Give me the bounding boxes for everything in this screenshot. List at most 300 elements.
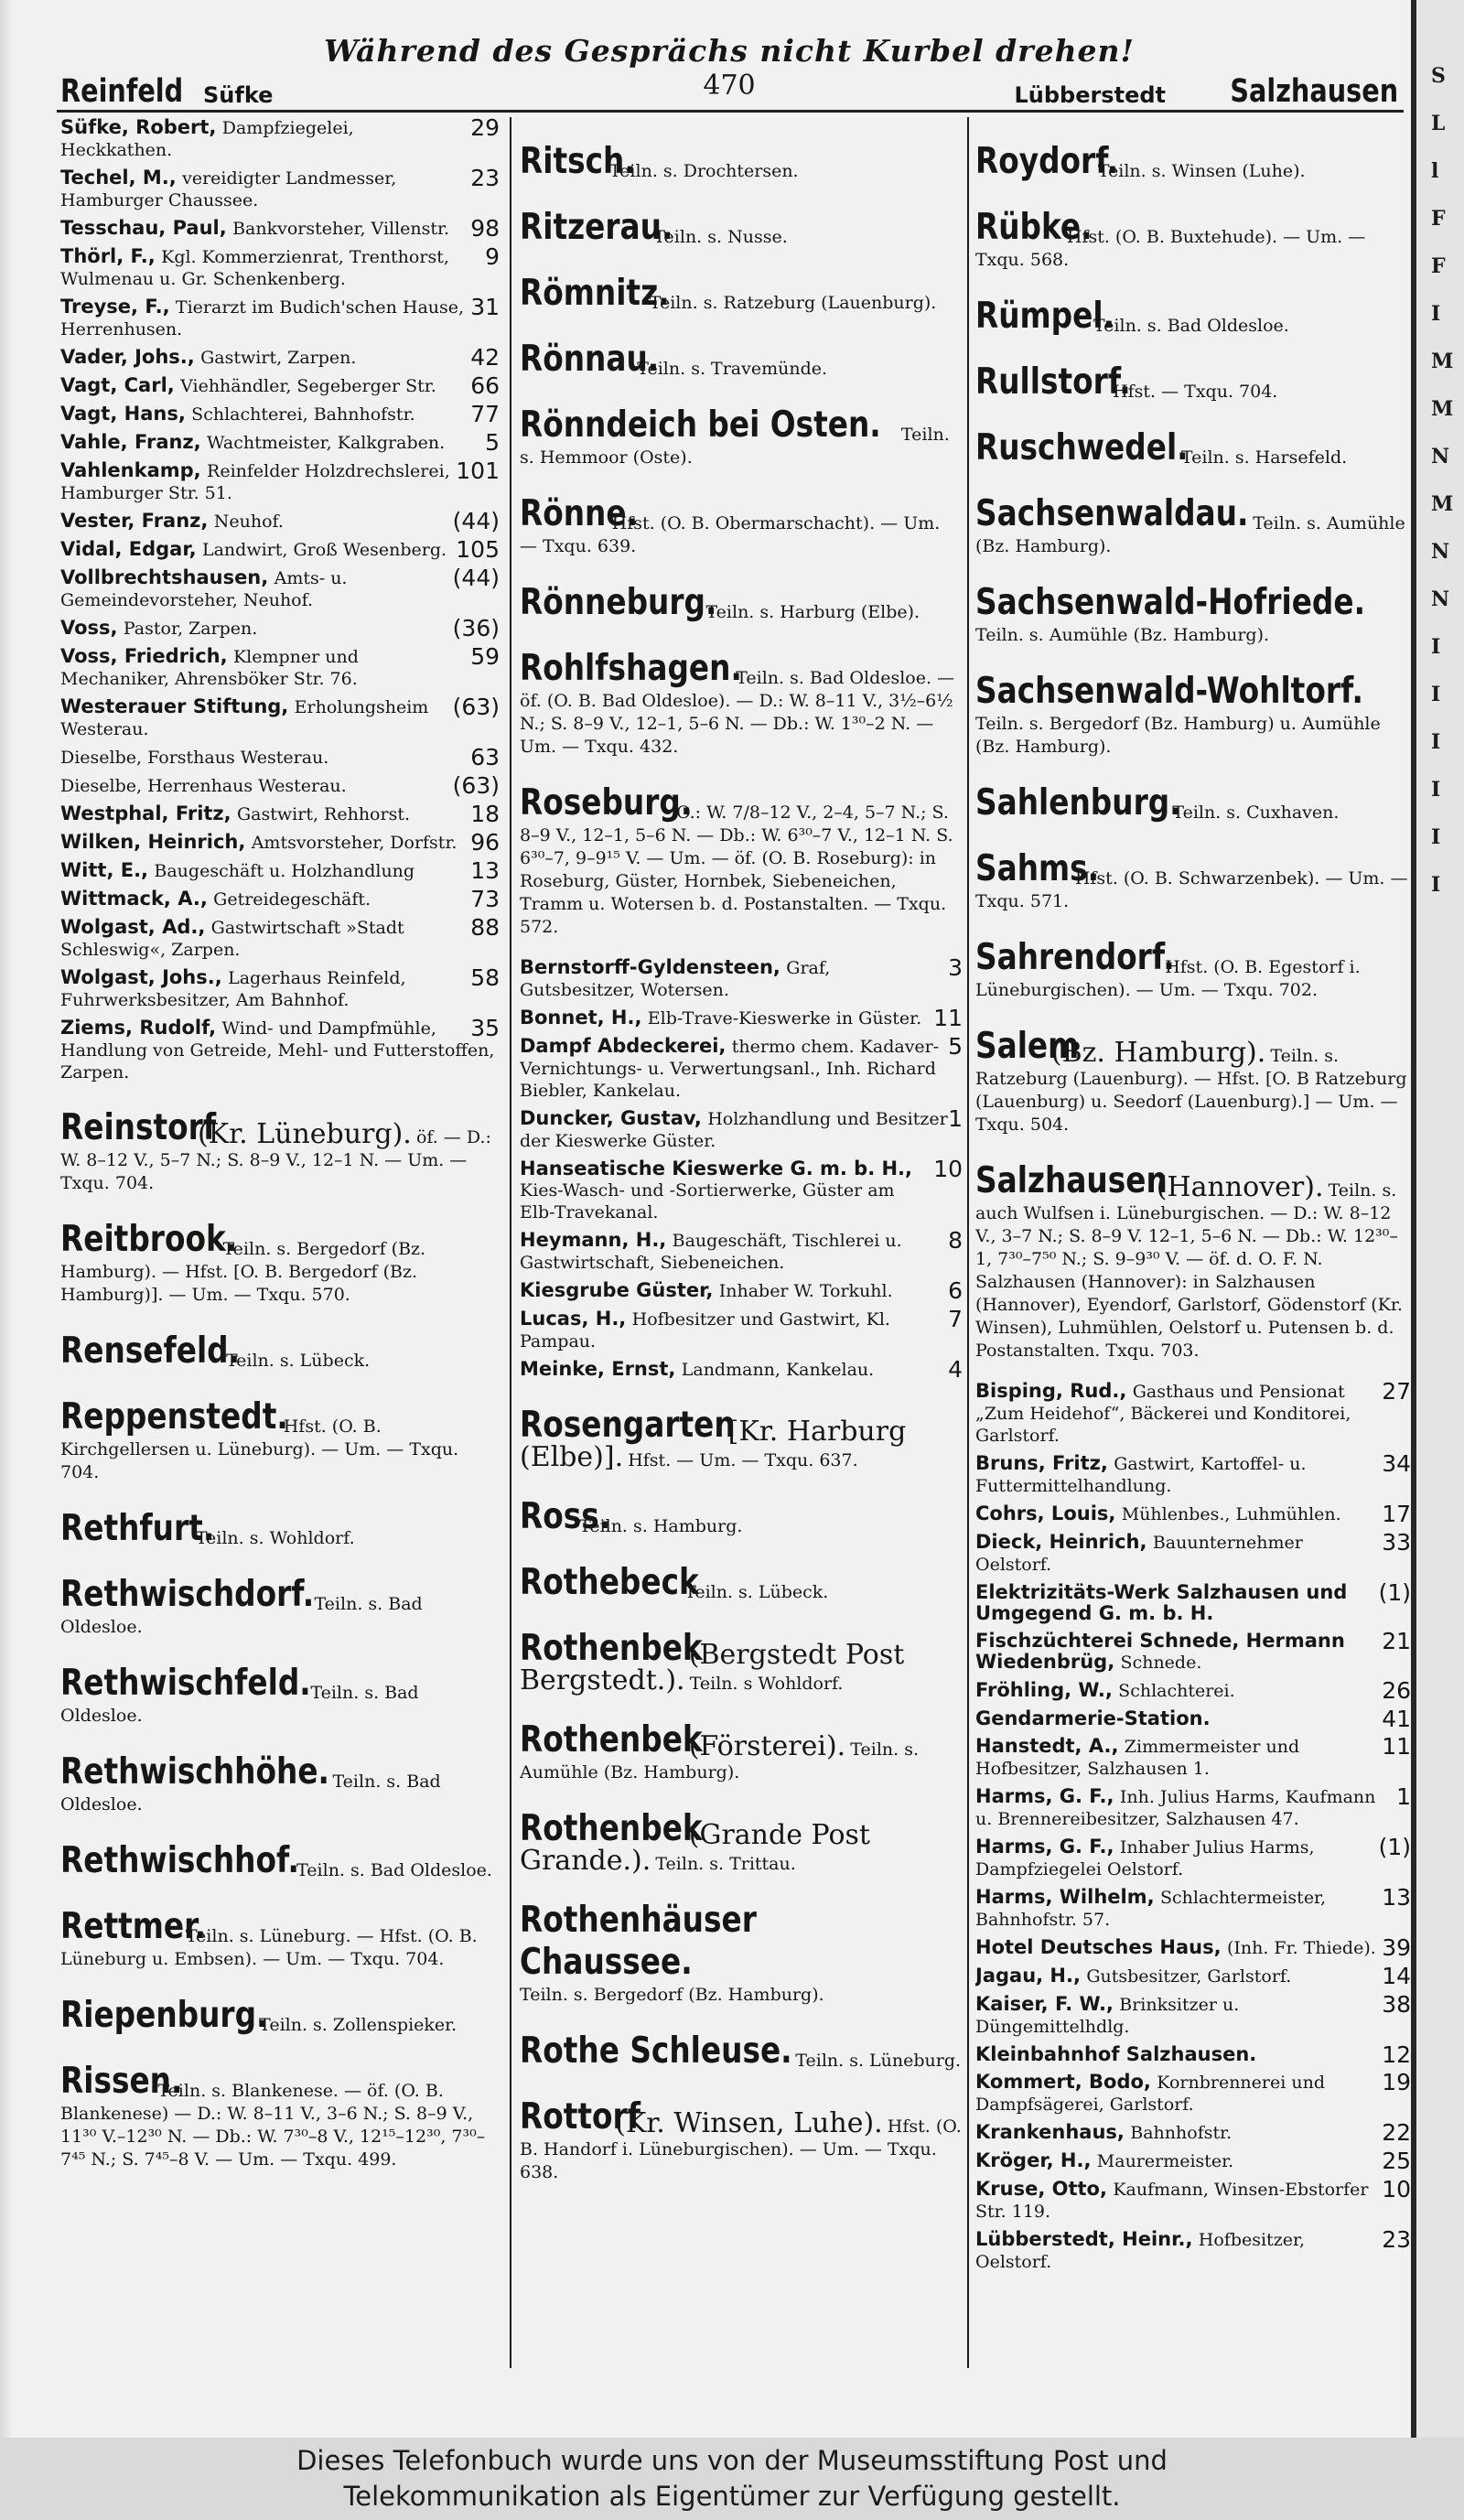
place-name: Rothenhäuser Chaussee. xyxy=(520,1900,757,1983)
subscriber-name: Gendarmerie-Station. xyxy=(975,1707,1211,1729)
place-entry xyxy=(520,1719,963,1784)
place-entry xyxy=(520,2096,963,2184)
phone-number: 6 xyxy=(948,1277,963,1304)
subscriber-name: Treyse, F., xyxy=(60,296,170,318)
place-details: Teiln. s. Nusse. xyxy=(653,227,788,247)
place-name: Roydorf. xyxy=(975,141,1119,182)
subscriber-details: Reinfelder Holzdrechslerei, Hamburger Str. 51. xyxy=(60,461,450,503)
subscriber-entry xyxy=(60,117,500,161)
subscriber-entry xyxy=(60,567,500,611)
phone-number: 3 xyxy=(948,954,963,981)
phone-number: 38 xyxy=(1382,1991,1411,2018)
subscriber-entry xyxy=(975,2176,1411,2223)
subscriber-name: Ziems, Rudolf, xyxy=(60,1017,217,1039)
phone-number: 17 xyxy=(1382,1501,1411,1527)
subscriber-name: Wolgast, Johs., xyxy=(60,966,222,988)
subscriber-details: Holzhandlung und Besitzer der Kieswerke Güster. xyxy=(520,1109,948,1151)
place-qualifier: (Försterei). xyxy=(688,1730,846,1762)
subscriber-details: Brinksitzer u. Düngemittelhdlg. xyxy=(975,1995,1240,2037)
place-entry xyxy=(520,339,963,381)
subscriber-details: Dieselbe, Herrenhaus Westerau. xyxy=(60,776,347,796)
place-name: Rothe Schleuse. xyxy=(520,2030,792,2072)
phone-number: 12 xyxy=(1382,2041,1411,2068)
edge-letter: L xyxy=(1431,112,1446,135)
place-entry xyxy=(520,273,963,315)
edge-letter: F xyxy=(1431,207,1446,231)
place-name: Rosengarten xyxy=(520,1405,736,1446)
place-details: Teiln. s. Bad Oldesloe. xyxy=(60,1772,441,1815)
header-rule xyxy=(57,110,1404,113)
phone-number: 41 xyxy=(1382,1706,1411,1732)
subscriber-details: Klempner und Mechaniker, Ahrensböker Str. 76. xyxy=(60,647,359,689)
place-entry xyxy=(60,1751,500,1816)
place-entry xyxy=(60,1330,500,1373)
subscriber-details: Pastor, Zarpen. xyxy=(123,619,258,639)
place-name: Rönneburg. xyxy=(520,582,717,623)
subscriber-details: Wachtmeister, Kalkgraben. xyxy=(207,433,446,453)
subscriber-entry xyxy=(60,215,500,242)
subscriber-entry xyxy=(520,1158,963,1223)
place-name: Sahlenburg. xyxy=(975,782,1181,824)
place-entry xyxy=(520,2030,963,2073)
subscriber-entry xyxy=(975,1783,1411,1830)
subscriber-details: Gastwirt, Rehhorst. xyxy=(237,804,410,824)
phone-number: 10 xyxy=(933,1156,963,1182)
subscriber-entry xyxy=(975,1884,1411,1931)
phone-number: 1 xyxy=(1396,1783,1411,1810)
subscriber-name: Kleinbahnhof Salzhausen. xyxy=(975,2043,1257,2065)
place-entry xyxy=(975,848,1411,913)
place-entry xyxy=(60,1396,500,1484)
place-qualifier: (Bz. Hamburg). xyxy=(1050,1037,1266,1069)
subscriber-name: Cohrs, Louis, xyxy=(975,1502,1116,1524)
phone-number: 88 xyxy=(470,914,500,941)
header-motto: Während des Gesprächs nicht Kurbel drehen! xyxy=(323,33,1136,69)
place-entry xyxy=(975,937,1411,1002)
subscriber-name: Dampf Abdeckerei, xyxy=(520,1035,727,1057)
place-name: Riepenburg. xyxy=(60,1995,268,2036)
place-entry xyxy=(520,1562,963,1604)
place-details: Teiln. s. Harsefeld. xyxy=(1180,447,1348,468)
subscriber-name: Kaiser, F. W., xyxy=(975,1993,1114,2015)
subscriber-name: Kommert, Bodo, xyxy=(975,2071,1151,2093)
subscriber-entry xyxy=(975,1991,1411,2038)
subscriber-details: Bauunternehmer Oelstorf. xyxy=(975,1533,1303,1575)
place-details: Hfst. (O. B. Obermarschacht). — Um. — Txqu. 639. xyxy=(520,513,941,556)
phone-number: 22 xyxy=(1382,2119,1411,2146)
subscriber-details: thermo chem. Kadaver-Vernichtungs- u. Verwertungsanl., Inh. Richard Biebler, Kankelau. xyxy=(520,1037,940,1101)
subscriber-name: Elektrizitäts-Werk Salzhausen und Umgegend G. m. b. H. xyxy=(975,1581,1348,1624)
subscriber-name: Lucas, H., xyxy=(520,1308,627,1330)
subscriber-details: vereidigter Landmesser, Hamburger Chaussee. xyxy=(60,168,397,210)
edge-letter: M xyxy=(1431,492,1454,516)
subscriber-entry xyxy=(975,2150,1411,2172)
subscriber-details: Amtsvorsteher, Dorfstr. xyxy=(251,833,458,853)
edge-letter: M xyxy=(1431,397,1454,421)
subscriber-name: Fröhling, W., xyxy=(975,1679,1113,1701)
place-details: Teiln. s. Ratzeburg (Lauenburg). xyxy=(649,293,937,313)
subscriber-entry xyxy=(60,344,500,371)
place-entry xyxy=(975,671,1411,759)
edge-letter: I xyxy=(1431,825,1441,849)
subscriber-name: Thörl, F., xyxy=(60,245,156,267)
subscriber-details: Mühlenbes., Luhmühlen. xyxy=(1121,1504,1341,1524)
place-details: Teiln. s. Bergedorf (Bz. Hamburg) u. Aumühle (Bz. Hamburg). xyxy=(975,714,1381,757)
place-entry xyxy=(975,782,1411,824)
place-entry xyxy=(520,582,963,624)
place-details: Teiln. s. Bergedorf (Bz. Hamburg). xyxy=(520,1985,824,2005)
header-left-place: Reinfeld xyxy=(60,73,184,110)
subscriber-details: Schlachterei. xyxy=(1118,1681,1235,1701)
place-qualifier: (Grande Post Grande.). xyxy=(520,1819,870,1877)
place-entry xyxy=(975,141,1411,183)
subscriber-entry xyxy=(60,401,500,427)
subscriber-details: Kgl. Kommerzienrat, Trenthorst, Wulmenau u. Gr. Schenkenberg. xyxy=(60,247,449,289)
subscriber-name: Heymann, H., xyxy=(520,1229,667,1251)
subscriber-details: Gutsbesitzer, Garlstorf. xyxy=(1086,1966,1292,1987)
place-name: Salzhausen xyxy=(975,1160,1168,1201)
subscriber-entry xyxy=(975,1836,1411,1880)
subscriber-entry xyxy=(520,1033,963,1102)
place-details: Teiln. s. Lüneburg. xyxy=(795,2051,962,2071)
place-details: Hfst. — Um. — Txqu. 637. xyxy=(628,1450,858,1470)
place-entry xyxy=(975,1026,1411,1136)
place-entry xyxy=(60,1107,500,1195)
footer-line-2: Telekommunikation als Eigentümer zur Verfügung gestellt. xyxy=(343,2481,1121,2512)
subscriber-details: Hofbesitzer, Oelstorf. xyxy=(975,2230,1305,2272)
place-entry xyxy=(60,1995,500,2037)
subscriber-entry xyxy=(60,803,500,825)
subscriber-details: Landwirt, Groß Wesenberg. xyxy=(201,540,447,560)
subscriber-name: Techel, M., xyxy=(60,167,177,188)
subscriber-entry xyxy=(60,829,500,856)
subscriber-entry xyxy=(520,1308,963,1352)
phone-number: 8 xyxy=(948,1227,963,1254)
phone-number: 7 xyxy=(948,1306,963,1332)
place-name: Sachsenwald-Wohltorf. xyxy=(975,671,1363,712)
phone-number: 96 xyxy=(470,829,500,856)
subscriber-name: Süfke, Robert, xyxy=(60,117,217,138)
subscriber-name: Vahle, Franz, xyxy=(60,431,201,453)
place-name: Roseburg. xyxy=(520,782,693,824)
place-details: Hfst. (O. B. Schwarzenbek). — Um. — Txqu. 571. xyxy=(975,868,1408,911)
phone-number: 35 xyxy=(470,1015,500,1041)
subscriber-name: Harms, Wilhelm, xyxy=(975,1886,1155,1908)
place-details: Hfst. (O. B. Handorf i. Lüneburgischen). — Um. — Txqu. 638. xyxy=(520,2116,962,2182)
subscriber-details: Inhaber Julius Harms, Dampfziegelei Oelstorf. xyxy=(975,1837,1315,1879)
phone-number: 29 xyxy=(470,117,500,141)
place-details: Teiln. s. Bergedorf (Bz. Hamburg). — Hfst. [O. B. Bergedorf (Bz. Hamburg)]. — Um. — Txqu. 570. xyxy=(60,1239,426,1305)
phone-number: 101 xyxy=(456,458,500,484)
subscriber-entry xyxy=(520,954,963,1001)
place-entry xyxy=(520,648,963,759)
subscriber-name: Kiesgrube Güster, xyxy=(520,1279,714,1301)
place-details: Teiln. s. Lübeck. xyxy=(225,1351,371,1371)
place-name: Reitbrook. xyxy=(60,1219,238,1260)
subscriber-details: Schlachtermeister, Bahnhofstr. 57. xyxy=(975,1888,1327,1930)
place-details: Hfst. (O. B. Egestorf i. Lüneburgischen). — Um. — Txqu. 702. xyxy=(975,957,1361,1000)
subscriber-details: Bahnhofstr. xyxy=(1130,2123,1233,2143)
edge-letter: I xyxy=(1431,635,1441,659)
place-details: Hfst. (O. B. Buxtehude). — Um. — Txqu. 568. xyxy=(975,227,1366,270)
edge-letter: l xyxy=(1431,159,1439,183)
place-qualifier: (Kr. Lüneburg). xyxy=(197,1118,412,1150)
subscriber-entry xyxy=(975,1503,1411,1525)
subscriber-details: Dieselbe, Forsthaus Westerau. xyxy=(60,748,329,768)
subscriber-entry xyxy=(975,1378,1411,1447)
place-entry xyxy=(520,404,963,469)
subscriber-entry xyxy=(975,2119,1411,2146)
phone-number: 59 xyxy=(470,643,500,670)
subscriber-name: Wilken, Heinrich, xyxy=(60,831,246,853)
place-name: Reinstorf xyxy=(60,1107,217,1148)
column-divider-1 xyxy=(510,117,511,2368)
phone-number: 58 xyxy=(470,964,500,991)
header-right-place: Salzhausen xyxy=(1230,73,1398,110)
subscriber-details: Amts- u. Gemeindevorsteher, Neuhof. xyxy=(60,568,348,610)
place-details: öf. — D.: W. 8–12 V., 5–7 N.; S. 8–9 V., 12–1 N. — Um. — Txqu. 704. xyxy=(60,1127,491,1193)
subscriber-entry xyxy=(975,1677,1411,1704)
subscriber-entry xyxy=(975,1579,1411,1624)
place-details: Teiln. s. Bad Oldesloe. xyxy=(296,1860,492,1880)
subscriber-details: Tierarzt im Budich'schen Hause, Herrenhusen. xyxy=(60,297,465,339)
subscriber-entry xyxy=(60,243,500,290)
place-name: Römnitz. xyxy=(520,273,670,314)
place-details: Teiln. s. Trittau. xyxy=(655,1854,796,1874)
place-name: Rönne. xyxy=(520,493,639,534)
edge-letter: M xyxy=(1431,350,1454,373)
subscriber-name: Wolgast, Ad., xyxy=(60,916,206,938)
subscriber-entry xyxy=(975,2069,1411,2116)
subscriber-entry xyxy=(60,696,500,740)
phone-number: 25 xyxy=(1382,2148,1411,2174)
place-name: Rethfurt. xyxy=(60,1508,215,1549)
place-name: Rübke. xyxy=(975,207,1093,248)
place-entry xyxy=(60,2061,500,2171)
subscriber-name: Vollbrechtshausen, xyxy=(60,566,269,588)
place-name: Rothenbek xyxy=(520,1628,703,1669)
place-details: Hfst. — Txqu. 704. xyxy=(1113,382,1278,402)
place-details: Teiln. s. Hamburg. xyxy=(579,1516,743,1536)
phone-number: 13 xyxy=(1382,1884,1411,1911)
edge-letter: I xyxy=(1431,302,1441,326)
subscriber-entry xyxy=(975,1934,1411,1961)
edge-letter: N xyxy=(1431,540,1450,564)
header-left-name: Süfke xyxy=(203,82,274,108)
place-name: Rothenbek xyxy=(520,1808,703,1849)
subscriber-entry xyxy=(60,888,500,910)
footer-line-1: Dieses Telefonbuch wurde uns von der Museumsstiftung Post und xyxy=(296,2445,1168,2476)
place-details: Teiln. s. Aumühle (Bz. Hamburg). xyxy=(520,1739,919,1782)
phone-number: 5 xyxy=(485,429,500,456)
subscriber-details: Zimmermeister und Hofbesitzer, Salzhausen 1. xyxy=(975,1737,1300,1779)
subscriber-name: Vester, Franz, xyxy=(60,510,209,532)
subscriber-entry xyxy=(60,536,500,563)
place-details: Teiln. s. Ratzeburg (Lauenburg). — Hfst. [O. B Ratzeburg (Lauenburg) u. Seedorf (Lauenburg).] — Um. — Txqu. 504. xyxy=(975,1046,1407,1135)
subscriber-details: Bankvorsteher, Villenstr. xyxy=(232,219,450,239)
subscriber-entry xyxy=(60,372,500,399)
place-entry xyxy=(60,1663,500,1728)
subscriber-entry xyxy=(60,429,500,456)
place-entry xyxy=(975,296,1411,338)
subscriber-details: Baugeschäft u. Holzhandlung xyxy=(154,861,415,881)
phone-number: 9 xyxy=(485,243,500,270)
place-qualifier: (Bergstedt Post Bergstedt.). xyxy=(520,1639,905,1696)
place-name: Sachsenwaldau. xyxy=(975,493,1249,534)
subscriber-entry xyxy=(975,2041,1411,2068)
place-details: Teiln. s. Winsen (Luhe). xyxy=(1097,161,1306,181)
subscriber-entry xyxy=(60,643,500,690)
phone-number: 13 xyxy=(470,857,500,884)
subscriber-name: Westerauer Stiftung, xyxy=(60,695,289,717)
subscriber-details: Gastwirt, Kartoffel- u. Futtermittelhandlung. xyxy=(975,1454,1307,1496)
place-details: Teiln. s. Zollenspieker. xyxy=(259,2015,458,2035)
phone-number: (1) xyxy=(1378,1834,1411,1860)
column-1 xyxy=(60,117,500,2366)
subscriber-entry xyxy=(520,1356,963,1383)
subscriber-details: Erholungsheim Westerau. xyxy=(60,697,429,739)
place-qualifier: [Kr. Harburg (Elbe)]. xyxy=(520,1416,907,1473)
subscriber-entry xyxy=(60,964,500,1011)
place-name: Ritzerau. xyxy=(520,207,673,248)
phone-number: 14 xyxy=(1382,1963,1411,1989)
place-entry xyxy=(520,1900,963,2007)
place-entry xyxy=(60,1840,500,1882)
place-name: Rottorf xyxy=(520,2096,640,2138)
place-details: Teiln. s. Aumühle (Bz. Hamburg). xyxy=(975,513,1405,556)
subscriber-entry xyxy=(975,1450,1411,1497)
phone-number: 18 xyxy=(470,801,500,827)
header-right-name: Lübberstedt xyxy=(1014,82,1166,108)
phone-number: 11 xyxy=(933,1005,963,1031)
place-name: Rensefeld. xyxy=(60,1330,241,1372)
edge-letter: I xyxy=(1431,873,1441,897)
place-entry xyxy=(520,1405,963,1472)
subscriber-name: Harms, G. F., xyxy=(975,1785,1114,1807)
place-details: Teiln. s. Drochtersen. xyxy=(608,161,799,181)
subscriber-name: Witt, E., xyxy=(60,859,149,881)
place-details: O.: W. 7/8–12 V., 2–4, 5–7 N.; S. 8–9 V., 12–1, 5–6 N. — Db.: W. 6³⁰–7 V., 12–1 N. S. 6³⁰–7, 9–9¹⁵ V. — Um. — öf. (O. B. Roseburg): in Roseburg, Güster, Hornbek, Siebeneichen, Tramm u. Wotersen b. d. Postanstalten. — Txqu. 572. xyxy=(520,802,953,937)
subscriber-entry xyxy=(60,615,500,641)
subscriber-details: Hofbesitzer und Gastwirt, Kl. Pampau. xyxy=(520,1309,890,1352)
phone-number: 19 xyxy=(1382,2069,1411,2095)
place-details: Teiln. s. Bad Oldesloe. xyxy=(60,1683,419,1726)
subscriber-name: Vahlenkamp, xyxy=(60,459,201,481)
place-entry xyxy=(60,1906,500,1971)
subscriber-details: Inhaber W. Torkuhl. xyxy=(718,1281,893,1301)
edge-letter: N xyxy=(1431,445,1450,468)
place-details: Teiln. s. Blankenese. — öf. (O. B. Blankenese) — D.: W. 8–11 V., 3–6 N.; S. 8–9 V., 11³⁰ V.–12³⁰ N. — Db.: W. 7³⁰–8 V., 12¹⁵–12³⁰, 7³⁰–7⁴⁵ N.; S. 7⁴⁵–8 V. — Um. — Txqu. 499. xyxy=(60,2081,486,2170)
subscriber-name: Kröger, H., xyxy=(975,2149,1092,2171)
footer xyxy=(0,2438,1464,2520)
subscriber-entry xyxy=(60,914,500,961)
place-details: Teiln. s. Bad Oldesloe. — öf. (O. B. Bad Oldesloe). — D.: W. 8–11 V., 3½–6½ N.; S. 8–9 V., 12–1, 5–6 N. — Db.: W. 1³⁰–2 N. — Um. — Txqu. 432. xyxy=(520,668,955,757)
phone-number: 34 xyxy=(1382,1450,1411,1477)
place-entry xyxy=(520,493,963,558)
subscriber-name: Meinke, Ernst, xyxy=(520,1358,676,1380)
subscriber-details: Schlachterei, Bahnhofstr. xyxy=(191,404,415,425)
subscriber-entry xyxy=(975,1965,1411,1987)
subscriber-name: Fischzüchterei Schnede, Hermann Wiedenbrüg, xyxy=(975,1630,1345,1673)
phone-number: 4 xyxy=(948,1356,963,1383)
subscriber-name: Hanseatische Kieswerke G. m. b. H., xyxy=(520,1158,913,1179)
place-entry xyxy=(520,1628,963,1696)
subscriber-entry xyxy=(975,1628,1411,1674)
place-name: Rettmer. xyxy=(60,1906,207,1947)
subscriber-name: Westphal, Fritz, xyxy=(60,802,231,824)
place-entry xyxy=(60,1574,500,1639)
subscriber-name: Duncker, Gustav, xyxy=(520,1107,702,1129)
subscriber-entry xyxy=(60,772,500,799)
subscriber-name: Bisping, Rud., xyxy=(975,1380,1127,1402)
phone-number: (1) xyxy=(1378,1579,1411,1606)
subscriber-entry xyxy=(975,1733,1411,1780)
subscriber-details: Baugeschäft, Tischlerei u. Gastwirtschaft, Siebeneichen. xyxy=(520,1231,902,1273)
place-details: Hfst. (O. B. Kirchgellersen u. Lüneburg). — Um. — Txqu. 704. xyxy=(60,1416,459,1482)
phone-number: 10 xyxy=(1382,2176,1411,2202)
subscriber-name: Hotel Deutsches Haus, xyxy=(975,1936,1222,1958)
place-details: Teiln. s. Wohldorf. xyxy=(195,1528,355,1548)
place-details: Teiln. s. Hemmoor (Oste). xyxy=(520,425,950,468)
phone-number: 31 xyxy=(470,294,500,320)
subscriber-name: Jagau, H., xyxy=(975,1965,1081,1987)
place-entry xyxy=(520,782,963,939)
subscriber-entry xyxy=(60,857,500,884)
place-name: Ruschwedel. xyxy=(975,427,1189,468)
subscriber-name: Dieck, Heinrich, xyxy=(975,1531,1147,1553)
phone-number: 66 xyxy=(470,372,500,399)
subscriber-entry xyxy=(60,167,500,211)
subscriber-details: Lagerhaus Reinfeld, Fuhrwerksbesitzer, Am Bahnhof. xyxy=(60,968,406,1010)
subscriber-name: Voss, Friedrich, xyxy=(60,645,228,667)
subscriber-name: Hanstedt, A., xyxy=(975,1735,1119,1757)
place-name: Rothebeck xyxy=(520,1562,699,1603)
phone-number: 5 xyxy=(948,1033,963,1060)
subscriber-name: Harms, G. F., xyxy=(975,1836,1114,1858)
place-details: Teiln. s. Bad Oldesloe. xyxy=(60,1594,423,1637)
subscriber-entry xyxy=(520,1007,963,1029)
subscriber-name: Kruse, Otto, xyxy=(975,2178,1107,2200)
phone-number: 23 xyxy=(1382,2226,1411,2253)
place-details: Teiln. s. Aumühle (Bz. Hamburg). xyxy=(975,625,1270,645)
subscriber-entry xyxy=(975,1529,1411,1576)
edge-letter: I xyxy=(1431,730,1441,754)
phone-number: 33 xyxy=(1382,1529,1411,1556)
subscriber-details: Getreidegeschäft. xyxy=(213,889,371,910)
subscriber-details: Gastwirtschaft »Stadt Schleswig«, Zarpen. xyxy=(60,918,404,960)
subscriber-name: Vagt, Hans, xyxy=(60,403,186,425)
place-entry xyxy=(520,141,963,183)
subscriber-details: Inh. Julius Harms, Kaufmann u. Brennereibesitzer, Salzhausen 47. xyxy=(975,1787,1376,1829)
place-entry xyxy=(975,493,1411,558)
subscriber-details: Maurermeister. xyxy=(1096,2151,1234,2171)
place-details: Teiln. s. Lüneburg. — Hfst. (O. B. Lüneburg u. Embsen). — Um. — Txqu. 704. xyxy=(60,1926,478,1969)
place-name: Rümpel. xyxy=(975,296,1115,337)
place-name: Sahms. xyxy=(975,848,1100,889)
subscriber-entry xyxy=(60,460,500,504)
phone-number: 98 xyxy=(470,215,500,242)
subscriber-name: Vagt, Carl, xyxy=(60,374,175,396)
subscriber-name: Tesschau, Paul, xyxy=(60,217,227,239)
phone-number: (63) xyxy=(452,694,500,720)
subscriber-name: Bonnet, H., xyxy=(520,1007,642,1028)
subscriber-details: (Inh. Fr. Thiede). xyxy=(1226,1938,1376,1958)
place-name: Rohlfshagen. xyxy=(520,648,742,689)
subscriber-entry xyxy=(60,508,500,534)
place-entry xyxy=(975,207,1411,272)
place-name: Salem xyxy=(975,1026,1080,1067)
place-name: Rethwischfeld. xyxy=(60,1663,311,1704)
